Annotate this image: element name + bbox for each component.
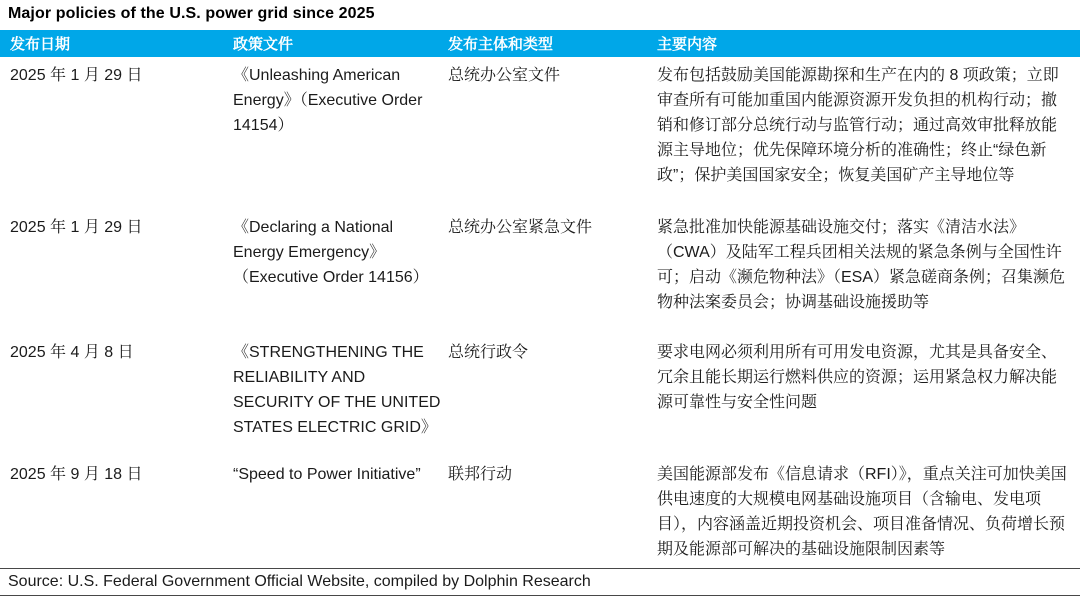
cell-release-date: 2025 年 9 月 18 日 — [10, 466, 143, 483]
table-row — [0, 456, 1080, 568]
cell-issuer-and-type: 总统办公室紧急文件 — [448, 219, 593, 236]
cell-main-content: 发布包括鼓励美国能源勘探和生产在内的 8 项政策；立即审查所有可能加重国内能源资源开发负担的机构行动；撤销和修订部分总统行动与监管行动；通过高效审批释放能源主导地位；优先保障环境分析的准确性；终止“绿色新政”；保护美国国家安全；恢复美国矿产主导地位等 — [657, 67, 1059, 184]
column-header-release-date: 发布日期 — [10, 36, 71, 53]
table-row — [0, 209, 1080, 334]
cell-release-date: 2025 年 4 月 8 日 — [10, 344, 134, 361]
column-header-main-content: 主要内容 — [657, 36, 718, 53]
cell-main-content: 要求电网必须利用所有可用发电资源，尤其是具备安全、冗余且能长期运行燃料供应的资源；运用紧急权力解决能源可靠性与安全性问题 — [657, 344, 1058, 411]
cell-main-content: 美国能源部发布《信息请求（RFI）》，重点关注可加快美国供电速度的大规模电网基础设施项目（含输电、发电项目），内容涵盖近期投资机会、项目准备情况、负荷增长预期及能源部可解决的基础设施限制因素等 — [657, 466, 1067, 558]
column-header-issuer-and-type: 发布主体和类型 — [448, 36, 554, 53]
cell-policy-document: 《Declaring a National Energy Emergency》（Executive Order 14156） — [233, 219, 429, 286]
column-header-policy-document: 政策文件 — [233, 36, 294, 53]
cell-issuer-and-type: 总统办公室文件 — [448, 67, 561, 84]
cell-issuer-and-type: 总统行政令 — [448, 344, 529, 361]
table-header-row — [0, 30, 1080, 57]
cell-issuer-and-type: 联邦行动 — [448, 466, 513, 483]
cell-policy-document: “Speed to Power Initiative” — [233, 466, 421, 483]
source-note: Source: U.S. Federal Government Official Website, compiled by Dolphin Research — [8, 573, 591, 590]
table-row — [0, 334, 1080, 456]
divider-bottom — [0, 595, 1080, 596]
table-row — [0, 57, 1080, 209]
cell-release-date: 2025 年 1 月 29 日 — [10, 219, 143, 236]
cell-release-date: 2025 年 1 月 29 日 — [10, 67, 143, 84]
cell-policy-document: 《Unleashing American Energy》（Executive Order 14154） — [233, 67, 423, 134]
cell-policy-document: 《STRENGTHENING THE RELIABILITY AND SECURITY OF THE UNITED STATES ELECTRIC GRID》 — [233, 344, 441, 436]
cell-main-content: 紧急批准加快能源基础设施交付；落实《清洁水法》（CWA）及陆军工程兵团相关法规的紧急条例与全国性许可；启动《濒危物种法》（ESA）紧急磋商条例；召集濒危物种法案委员会；协调基础设施援助等 — [657, 219, 1066, 311]
figure-title: Major policies of the U.S. power grid since 2025 — [8, 5, 375, 22]
